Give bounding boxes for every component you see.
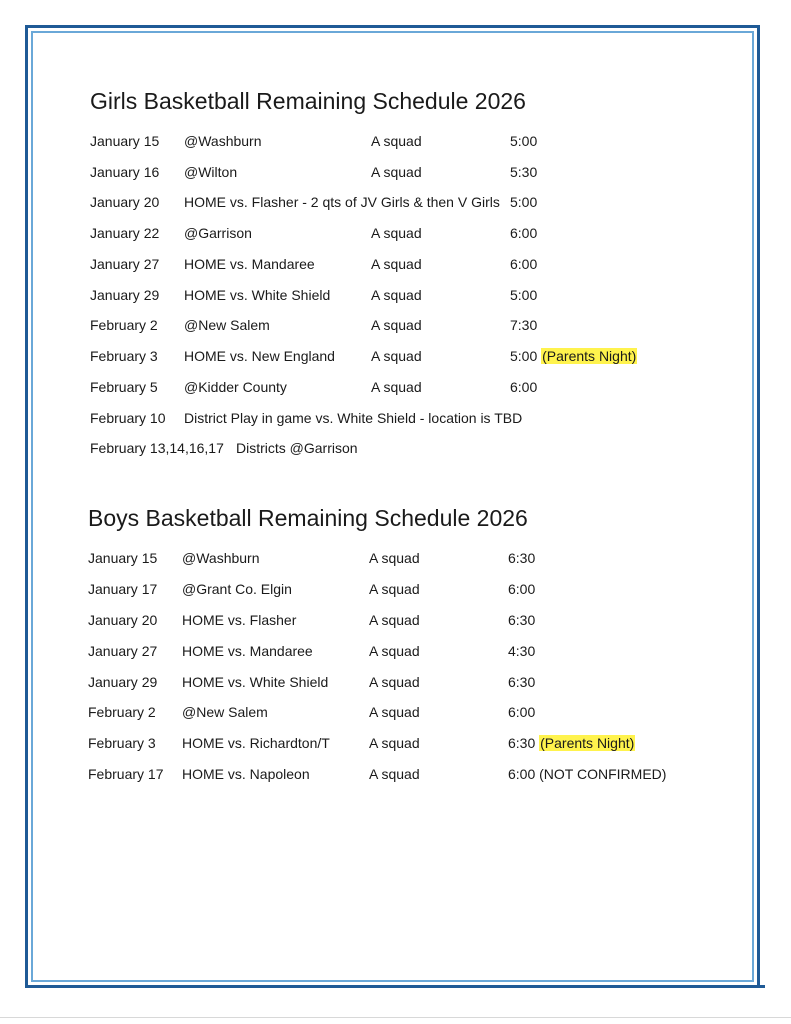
game-squad: A squad — [369, 766, 420, 782]
game-date: February 17 — [88, 766, 164, 782]
game-squad: A squad — [371, 256, 422, 272]
game-date: January 27 — [88, 643, 158, 659]
girls-game-row — [0, 252, 791, 276]
game-time: 6:30 — [508, 735, 536, 751]
districts-text: Districts @Garrison — [236, 440, 358, 456]
game-opponent: @Garrison — [184, 225, 252, 241]
game-opponent: @New Salem — [184, 317, 270, 333]
game-opponent: @Washburn — [182, 550, 260, 566]
boys-game-row — [0, 670, 791, 694]
game-opponent: HOME vs. White Shield — [184, 287, 331, 303]
parents-night-highlight: (Parents Night) — [542, 348, 637, 364]
game-squad: A squad — [369, 581, 420, 597]
game-date: February 3 — [88, 735, 156, 751]
boys-game-row — [0, 577, 791, 601]
girls-game-row — [0, 283, 791, 307]
game-date: January 22 — [90, 225, 160, 241]
game-time: 4:30 — [508, 643, 536, 659]
girls-game-row — [0, 160, 791, 184]
game-time: 7:30 — [510, 317, 538, 333]
game-date: January 20 — [90, 194, 160, 210]
game-opponent: HOME vs. Flasher - 2 qts of JV Girls & then V Girls — [184, 194, 500, 210]
parents-night-highlight: (Parents Night) — [540, 735, 635, 751]
girls-game-row — [0, 221, 791, 245]
game-date: February 13,14,16,17 — [90, 440, 224, 456]
game-date: February 2 — [90, 317, 158, 333]
game-date: January 29 — [88, 674, 158, 690]
game-date: February 2 — [88, 704, 156, 720]
girls-game-row — [0, 129, 791, 153]
game-squad: A squad — [369, 735, 420, 751]
district-play-row — [0, 406, 791, 430]
game-time: 5:30 — [510, 164, 538, 180]
game-squad: A squad — [371, 287, 422, 303]
scan-edge-line — [0, 1017, 791, 1018]
not-confirmed-note: (NOT CONFIRMED) — [539, 766, 667, 782]
game-opponent: @Washburn — [184, 133, 262, 149]
game-squad: A squad — [371, 164, 422, 180]
game-squad: A squad — [371, 133, 422, 149]
game-opponent: @Grant Co. Elgin — [182, 581, 292, 597]
game-opponent: HOME vs. Mandaree — [184, 256, 315, 272]
boys-game-row — [0, 700, 791, 724]
game-time-with-note — [510, 344, 637, 368]
game-time: 6:30 — [508, 674, 536, 690]
game-opponent: HOME vs. Flasher — [182, 612, 297, 628]
game-squad: A squad — [369, 643, 420, 659]
game-opponent: HOME vs. New England — [184, 348, 335, 364]
game-date: January 27 — [90, 256, 160, 272]
game-squad: A squad — [369, 612, 420, 628]
boys-game-row — [0, 639, 791, 663]
game-opponent: HOME vs. Richardton/T — [182, 735, 330, 751]
game-time: 5:00 — [510, 194, 538, 210]
game-time: 5:00 — [510, 348, 538, 364]
girls-schedule-title: Girls Basketball Remaining Schedule 2026 — [90, 88, 526, 114]
game-date: February 3 — [90, 348, 158, 364]
game-opponent: HOME vs. White Shield — [182, 674, 329, 690]
game-date: January 15 — [90, 133, 160, 149]
game-squad: A squad — [369, 704, 420, 720]
girls-game-row — [0, 313, 791, 337]
game-time: 6:00 — [508, 766, 536, 782]
page-border-shadow — [25, 985, 765, 988]
game-squad: A squad — [371, 317, 422, 333]
game-date: January 16 — [90, 164, 160, 180]
districts-row — [0, 436, 791, 460]
girls-game-row — [0, 190, 791, 214]
game-time: 6:00 — [510, 256, 538, 272]
game-opponent: HOME vs. Mandaree — [182, 643, 313, 659]
boys-game-row — [0, 762, 791, 786]
game-squad: A squad — [371, 379, 422, 395]
game-opponent: @Wilton — [184, 164, 238, 180]
game-squad: A squad — [371, 225, 422, 241]
boys-game-row — [0, 608, 791, 632]
boys-game-row — [0, 731, 791, 755]
game-date: January 29 — [90, 287, 160, 303]
game-squad: A squad — [369, 674, 420, 690]
game-time: 6:00 — [510, 225, 538, 241]
girls-game-row — [0, 344, 791, 368]
game-opponent: @Kidder County — [184, 379, 287, 395]
game-opponent: HOME vs. Napoleon — [182, 766, 310, 782]
game-time: 6:30 — [508, 550, 536, 566]
district-play-text: District Play in game vs. White Shield - location is TBD — [184, 410, 523, 426]
game-squad: A squad — [371, 348, 422, 364]
game-time: 6:00 — [508, 704, 536, 720]
game-date: February 5 — [90, 379, 158, 395]
game-squad: A squad — [369, 550, 420, 566]
game-date: February 10 — [90, 410, 166, 426]
girls-game-row — [0, 375, 791, 399]
game-time: 6:00 — [510, 379, 538, 395]
game-time-with-note — [508, 762, 666, 786]
game-opponent: @New Salem — [182, 704, 268, 720]
game-date: January 15 — [88, 550, 158, 566]
game-time: 6:30 — [508, 612, 536, 628]
game-time: 6:00 — [508, 581, 536, 597]
game-date: January 20 — [88, 612, 158, 628]
boys-schedule-title: Boys Basketball Remaining Schedule 2026 — [88, 505, 528, 531]
game-time: 5:00 — [510, 133, 538, 149]
game-time-with-note — [508, 731, 635, 755]
game-date: January 17 — [88, 581, 158, 597]
boys-game-row — [0, 546, 791, 570]
game-time: 5:00 — [510, 287, 538, 303]
